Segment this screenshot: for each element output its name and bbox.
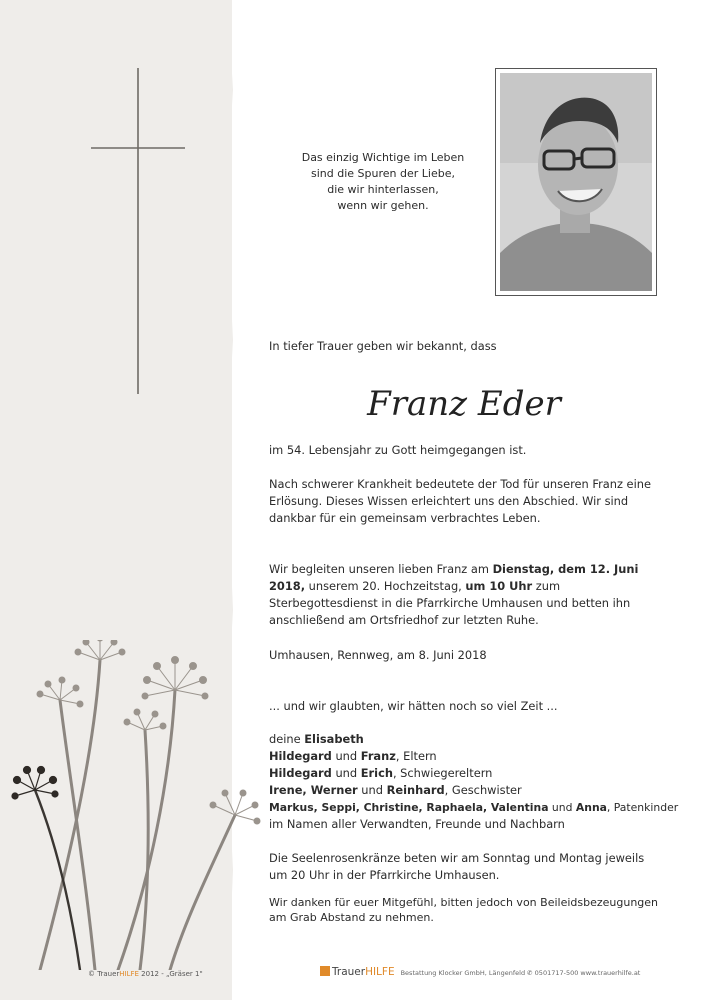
- quote-line: wenn wir gehen.: [337, 199, 429, 212]
- portrait-frame: [495, 68, 657, 296]
- publisher-footer: [320, 966, 640, 978]
- portrait-photo: [500, 73, 652, 291]
- funeral-text: unserem 20. Hochzeitstag,: [305, 579, 466, 593]
- funeral-text: zum Sterbegottesdienst in die Pfarrkirche Umhausen und betten ihn anschließend am Ortsfriedhof zur letzten Ruhe.: [269, 579, 631, 627]
- family-member: Elisabeth: [304, 732, 364, 746]
- credit-text: 2012 - „Gräser 1": [138, 970, 203, 978]
- family-text: , Eltern: [395, 749, 437, 763]
- family-text: und: [357, 783, 387, 797]
- memorial-quote: [296, 150, 470, 214]
- company-info: Bestattung Klocker GmbH, Längenfeld ✆ 0501717-500 www.trauerhilfe.at: [400, 969, 641, 977]
- quote-line: sind die Spuren der Liebe,: [311, 167, 455, 180]
- family-text: und: [331, 766, 361, 780]
- closing-quote: ... und wir glaubten, wir hätten noch so viel Zeit ...: [269, 699, 558, 713]
- family-member: Hildegard: [269, 749, 332, 763]
- family-member: Franz: [360, 749, 396, 763]
- family-member: Irene, Werner: [269, 783, 358, 797]
- funeral-date: Dienstag, dem 12. Juni 2018,: [269, 562, 639, 593]
- brand-hilfe: HILFE: [365, 966, 395, 978]
- family-text: , Schwiegereltern: [392, 766, 493, 780]
- family-text: , Patenkinder: [606, 801, 679, 814]
- family-member: Markus, Seppi, Christine, Raphaela, Valentina: [269, 801, 549, 814]
- family-member: Anna: [575, 801, 607, 814]
- deceased-name: Franz Eder: [367, 384, 561, 424]
- trauerhilfe-logo-icon: [320, 966, 330, 976]
- family-list: [269, 731, 679, 833]
- credit-text: © Trauer: [88, 970, 120, 978]
- family-member: Reinhard: [386, 783, 445, 797]
- family-member: Erich: [360, 766, 393, 780]
- funeral-text: Wir begleiten unseren lieben Franz am: [269, 562, 493, 576]
- family-text: und: [331, 749, 361, 763]
- credit-brand: HILFE: [119, 970, 139, 978]
- rosary-paragraph: Die Seelenrosenkränze beten wir am Sonntag und Montag jeweils um 20 Uhr in der Pfarrkirche Umhausen.: [269, 851, 645, 882]
- family-line: [269, 799, 679, 816]
- family-line: im Namen aller Verwandten, Freunde und Nachbarn: [269, 817, 565, 831]
- intro-text: In tiefer Trauer geben wir bekannt, dass: [269, 339, 497, 353]
- quote-line: die wir hinterlassen,: [327, 183, 439, 196]
- design-credit: [88, 970, 203, 978]
- family-line: [269, 782, 659, 799]
- family-text: , Geschwister: [444, 783, 522, 797]
- age-line: im 54. Lebensjahr zu Gott heimgegangen ist.: [269, 443, 527, 457]
- family-line: [269, 765, 659, 782]
- family-member: Hildegard: [269, 766, 332, 780]
- family-line: [269, 731, 659, 748]
- place-date: Umhausen, Rennweg, am 8. Juni 2018: [269, 648, 487, 662]
- illness-paragraph: Nach schwerer Krankheit bedeutete der Tod für unseren Franz eine Erlösung. Dieses Wissen erleichtert uns den Abschied. Wir sind dankbar für ein gemeinsam verbrachtes Leben.: [269, 477, 651, 525]
- quote-line: Das einzig Wichtige im Leben: [301, 151, 465, 164]
- flower-decoration: [0, 640, 270, 970]
- brand-trauer: Trauer: [332, 966, 366, 978]
- funeral-time: um 10 Uhr: [465, 579, 533, 593]
- family-line: [269, 748, 659, 765]
- thanks-paragraph: Wir danken für euer Mitgefühl, bitten jedoch von Beileidsbezeugungen am Grab Abstand zu nehmen.: [269, 896, 659, 924]
- cross-icon: [0, 0, 232, 400]
- family-text: deine: [269, 732, 305, 746]
- family-text: und: [548, 801, 576, 814]
- funeral-paragraph: [269, 561, 659, 629]
